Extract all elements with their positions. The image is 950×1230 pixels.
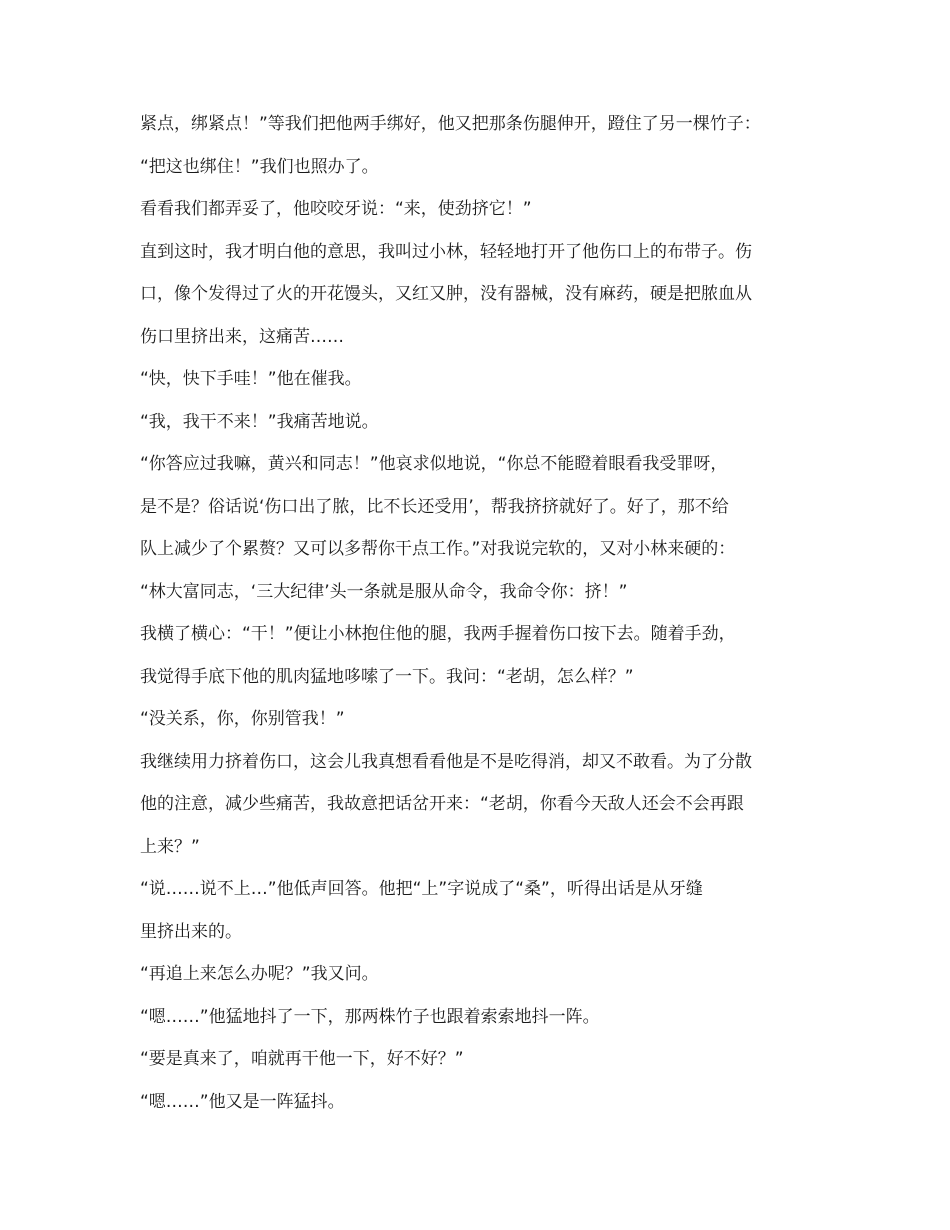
text-line: “你答应过我嘛，黄兴和同志！”他哀求似地说，“你总不能瞪着眼看我受罪呀， — [140, 454, 728, 474]
text-line: 里挤出来的。 — [140, 921, 242, 942]
text-line: “嗯……”他又是一阵猛抖。 — [140, 1091, 345, 1112]
text-line: “林大富同志，‘三大纪律’头一条就是服从命令，我命令你：挤！” — [140, 581, 628, 602]
text-line: 伤口里挤出来，这痛苦…… — [140, 326, 344, 347]
text-line: 口，像个发得过了火的开花馒头，又红又肿，没有器械，没有麻药，硬是把脓血从 — [140, 284, 752, 304]
text-line: 直到这时，我才明白他的意思，我叫过小林，轻轻地打开了他伤口上的布带子。伤 — [140, 241, 752, 262]
text-line: “再追上来怎么办呢？”我又问。 — [140, 964, 379, 984]
text-line: “嗯……”他猛地抖了一下，那两株竹子也跟着索索地抖一阵。 — [140, 1006, 600, 1027]
text-line: “我，我干不来！”我痛苦地说。 — [140, 411, 379, 432]
text-line: 我继续用力挤着伤口，这会儿我真想看看他是不是吃得消，却又不敢看。为了分散 — [140, 751, 752, 772]
text-line: “把这也绑住！”我们也照办了。 — [140, 156, 379, 177]
text-line: 我觉得手底下他的肌肉猛地哆嗦了一下。我问：“老胡，怎么样？” — [140, 666, 634, 687]
text-line: “快，快下手哇！”他在催我。 — [140, 369, 362, 389]
text-line: 我横了横心：“干！”便让小林抱住他的腿，我两手握着伤口按下去。随着手劲， — [140, 624, 736, 644]
text-body — [140, 103, 820, 1123]
text-line: 队上减少了个累赘？又可以多帮你干点工作。”对我说完软的，又对小林来硬的： — [140, 539, 736, 559]
text-line: “说……说不上…”他低声回答。他把“上”字说成了“桑”，听得出话是从牙缝 — [140, 879, 703, 899]
text-line: 他的注意，减少些痛苦，我故意把话岔开来：“老胡，你看今天敌人还会不会再跟 — [140, 794, 744, 814]
text-line: 是不是？俗话说‘伤口出了脓，比不长还受用’，帮我挤挤就好了。好了，那不给 — [140, 496, 729, 517]
text-line: “没关系，你，你别管我！” — [140, 709, 345, 729]
text-line: 上来？” — [140, 836, 200, 857]
text-line: “要是真来了，咱就再干他一下，好不好？” — [140, 1049, 464, 1069]
text-line: 看看我们都弄妥了，他咬咬牙说：“来，使劲挤它！” — [140, 199, 532, 219]
text-line: 紧点，绑紧点！”等我们把他两手绑好，他又把那条伤腿伸开，蹬住了另一棵竹子： — [140, 114, 761, 134]
